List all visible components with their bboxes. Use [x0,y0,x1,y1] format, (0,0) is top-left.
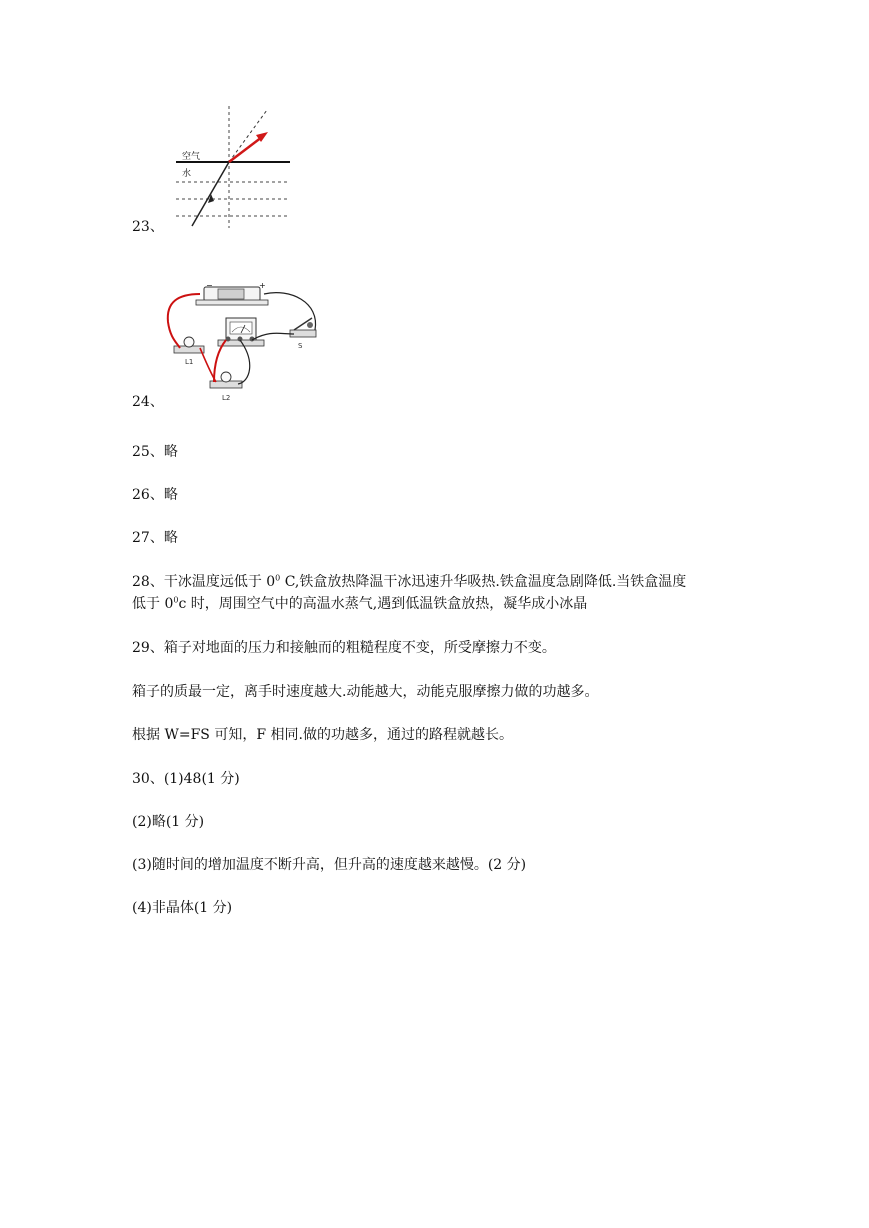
answer-29-line-2: 箱子的质最一定，离手时速度越大.动能越大，动能克服摩擦力做的功越多。 [132,684,599,700]
answer-28-part-a: 28、干冰温度远低于 0 [132,574,276,590]
answer-29-line-1: 29、箱子对地面的压力和接触而的粗糙程度不变，所受摩擦力不变。 [132,640,556,656]
answer-28-part-d: c 时，周围空气中的高温水蒸气,遇到低温铁盒放热，凝华成小冰晶 [178,596,588,612]
figure-24-circuit-diagram [160,282,330,404]
question-23-label: 23、 [132,219,164,235]
answer-30-part-2: (2)略(1 分) [132,814,205,830]
answer-29-line-3: 根据 W=FS 可知，F 相同.做的功越多，通过的路程就越长。 [132,727,513,743]
answer-28-part-b: C,铁盒放热降温干冰迅速升华吸热.铁盒温度急剧降低.当铁盒温度 [280,574,687,590]
answer-25: 25、略 [132,444,178,460]
question-24-label: 24、 [132,394,164,410]
bulb-l2-label: L2 [222,394,231,402]
answer-30-part-4: (4)非晶体(1 分) [132,900,233,916]
answer-30-part-1: 30、(1)48(1 分) [132,771,240,787]
degree-sup-2: 0 [173,595,179,605]
answer-27: 27、略 [132,530,178,546]
degree-sup-1: 0 [275,573,281,583]
answer-26: 26、略 [132,487,178,503]
answer-30-part-3: (3)随时间的增加温度不断升高，但升高的速度越来越慢。(2 分) [132,857,527,873]
battery-plus-label: + [259,282,266,290]
battery-minus-label: − [206,282,213,290]
label-water: 水 [182,169,192,179]
bulb-l1-label: L1 [185,358,194,366]
label-air: 空气 [182,152,201,162]
figure-23-refraction-diagram [170,104,295,230]
answer-28 [132,571,742,615]
answer-28-part-c: 低于 0 [132,596,174,612]
switch-s-label: S [298,342,303,350]
